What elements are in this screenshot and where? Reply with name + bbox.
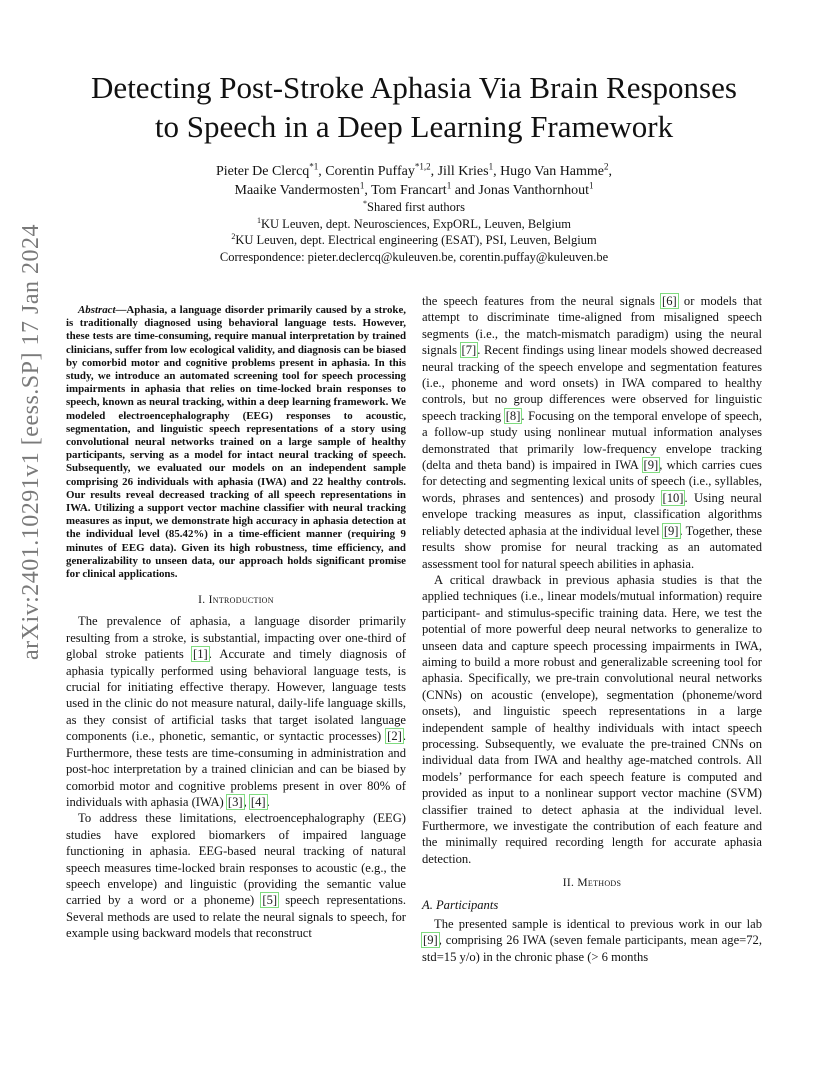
author-name: Pieter De Clercq <box>215 164 310 179</box>
author-name: , Jill Kries <box>430 164 489 179</box>
paper-title <box>40 68 788 146</box>
author-name: , Corentin Puffay <box>318 164 415 179</box>
subsection-heading-participants: A. Participants <box>422 897 499 912</box>
intro-paragraph-3: A critical drawback in previous aphasia studies is that the applied techniques (i.e., linear models/mutual information) require participant- and stimulus-specific training data. Here, we test the potential of more powerful deep neural networks to generalize to unseen data and capture speech processing impairments in IWA, aiming to build a more robust and generalizable screening tool for aphasia. Specifically, we pre-train convolutional neural networks (CNNs) on acoustic (envelope), segmentation (phoneme/word onsets), and linguistic speech representations in a large independent sample of healthy individuals with intact speech processing. Subsequently, we evaluate the pre-trained CNNs on individual data from IWA and healthy age-matched controls. All models’ performance for each speech feature is computed and provided as input to a nonlinear support vector machine (SVM) classifier trained to detect aphasia at the individual level. Furthermore, we investigate the contribution of each feature and the minimally required recording length for accurate aphasia detection. <box>422 572 762 866</box>
shared-first-note: *Shared first authors <box>363 198 465 214</box>
author-name: and Jonas Vanthornhout <box>451 183 589 198</box>
author-line-2 <box>80 181 748 200</box>
citation-link[interactable]: [3] <box>227 794 243 809</box>
arxiv-identifier: arXiv:2401.10291v1 [eess.SP] 17 Jan 2024 <box>18 224 44 660</box>
section-heading-introduction: I. Introduction <box>198 594 274 607</box>
citation-link[interactable]: [2] <box>387 729 402 744</box>
title-line-1: Detecting Post-Stroke Aphasia Via Brain Responses <box>91 70 737 105</box>
title-line-2: to Speech in a Deep Learning Framework <box>154 109 674 144</box>
citation-link[interactable]: [1] <box>193 647 208 662</box>
affiliation-2: $^2$KU Leuven, dept. Electrical engineering (ESAT), PSI, Leuven, Belgium <box>231 231 597 247</box>
citation-link[interactable]: [4] <box>250 794 266 809</box>
citation-link[interactable]: [7] <box>461 343 477 358</box>
abstract <box>66 304 406 581</box>
author-affil-marker: 1 <box>588 180 594 191</box>
author-name: Maaike Vandermosten <box>234 183 360 198</box>
intro-paragraph-2-continued: the speech features from the neural signals [6] or models that attempt to discriminate time-aligned from misaligned speech segments (i.e., the match-mismatch paradigm) using the neural signals [7]. Recent findings using linear models showed decreased neural tracking of the speech envelope and segmentation features (i.e., phoneme and word onsets) in IWA compared to healthy controls, but no group differences were observed for linguistic speech tracking [8]. Focusing on the temporal envelope of speech, a follow-up study using nonlinear mutual information analyses demonstrated that primarily low-frequency envelope tracking (delta and theta band) is impaired in IWA [9], which carries cues for detecting and segmenting lexical units of speech (i.e., syllables, words, phrases and sentences) and prosody [10]. Using neural envelope tracking measures as input, classification algorithms reliably detected aphasia at the individual level [9]. Together, these results show promise for neural tracking as an automated assessment tool for natural speech abilities in aphasia. <box>422 294 763 571</box>
section-heading-methods: II. Methods <box>562 877 622 890</box>
intro-paragraph-1: The prevalence of aphasia, a language disorder primarily resulting from a stroke, is substantial, impacting over one-third of global stroke patients [1]. Accurate and timely diagnosis of aphasia typically performed using behavioral language tests, is crucial for initiating effective therapy. However, language tests used in the clinic do not measure natural, daily-life language skills, as they consist of artificial tasks that target isolated language components (i.e., phonetic, semantic, or syntactic processes) [2]. Furthermore, these tests are time-consuming in administration and post-hoc interpretation by a trained clinician and can be biased by comorbid motor and cognitive problems present in over 80% of individuals with aphasia (IWA) [3], [4]. <box>66 614 406 809</box>
correspondence: Correspondence: pieter.declercq@kuleuven.be, corentin.puffay@kuleuven.be <box>219 249 609 264</box>
right-column <box>422 293 762 965</box>
author-affil-marker: 1 <box>359 180 365 191</box>
author-list <box>80 162 748 200</box>
citation-link[interactable]: [6] <box>662 294 677 308</box>
author-name: , Hugo Van Hamme <box>493 164 605 179</box>
author-affil-marker: 1 <box>488 161 494 172</box>
citation-link[interactable]: [9] <box>663 523 679 538</box>
author-affil-marker: *1 <box>309 161 319 172</box>
author-affil-marker: 1 <box>446 180 452 191</box>
citation-link[interactable]: [9] <box>643 458 659 473</box>
author-separator: , <box>608 164 613 179</box>
author-affil-marker: 2 <box>604 161 609 172</box>
citation-link[interactable]: [5] <box>262 893 278 908</box>
citation-link[interactable]: [9] <box>423 933 438 948</box>
affiliations <box>80 199 748 265</box>
participants-paragraph: The presented sample is identical to previous work in our lab [9], comprising 26 IWA (seven female participants, mean age=72, std=15 y/o) in the chronic phase (> 6 months <box>422 917 762 964</box>
abstract-text: —Aphasia, a language disorder primarily caused by a stroke, is traditionally diagnosed using behavioral language tests. However, these tests are time-consuming, require manual interpretation by trained clinicians, suffer from low ecological validity, and diagnosis can be biased by comorbid motor and cognitive problems present in aphasia. In this study, we introduce an automated screening tool for speech processing impairments in aphasia that relies on time-locked brain responses to speech, known as neural tracking, within a deep learning framework. We modeled electroencephalography (EEG) responses to acoustic, segmentation, and linguistic speech representations of a story using convolutional neural networks trained on a large sample of healthy participants, serving as a model for intact neural tracking of speech. Subsequently, we evaluated our models on an independent sample comprising 26 individuals with aphasia (IWA) and 22 healthy controls. Our results reveal decreased tracking of all speech representations in IWA. Utilizing a support vector machine classifier with neural tracking measures as input, we demonstrate high accuracy in aphasia detection at the individual level (85.42%) in a time-efficient manner (requiring 9 minutes of EEG data). Given its high robustness, time efficiency, and generalizability to unseen data, our approach holds significant promise for clinical applications. <box>66 303 406 580</box>
intro-paragraph-2: To address these limitations, electroencephalography (EEG) studies have explored biomarkers of impaired language functioning in aphasia. EEG-based neural tracking of natural speech measures time-locked brain responses to acoustic (e.g., the speech envelope) and linguistic (providing the semantic value carried by a word or a phoneme) [5] speech representations. Several methods are used to relate the neural signals to speech, for example using backward models that reconstruct <box>66 811 406 941</box>
abstract-lead: Abstract <box>78 303 116 316</box>
author-line-1 <box>80 162 748 181</box>
author-name: , Tom Francart <box>364 183 447 198</box>
citation-link[interactable]: [8] <box>505 408 521 423</box>
left-column <box>66 293 406 942</box>
citation-link[interactable]: [10] <box>662 490 684 505</box>
affiliation-1: $^1$KU Leuven, dept. Neurosciences, ExpORL, Leuven, Belgium <box>257 215 571 231</box>
author-affil-marker: *1,2 <box>414 161 431 172</box>
